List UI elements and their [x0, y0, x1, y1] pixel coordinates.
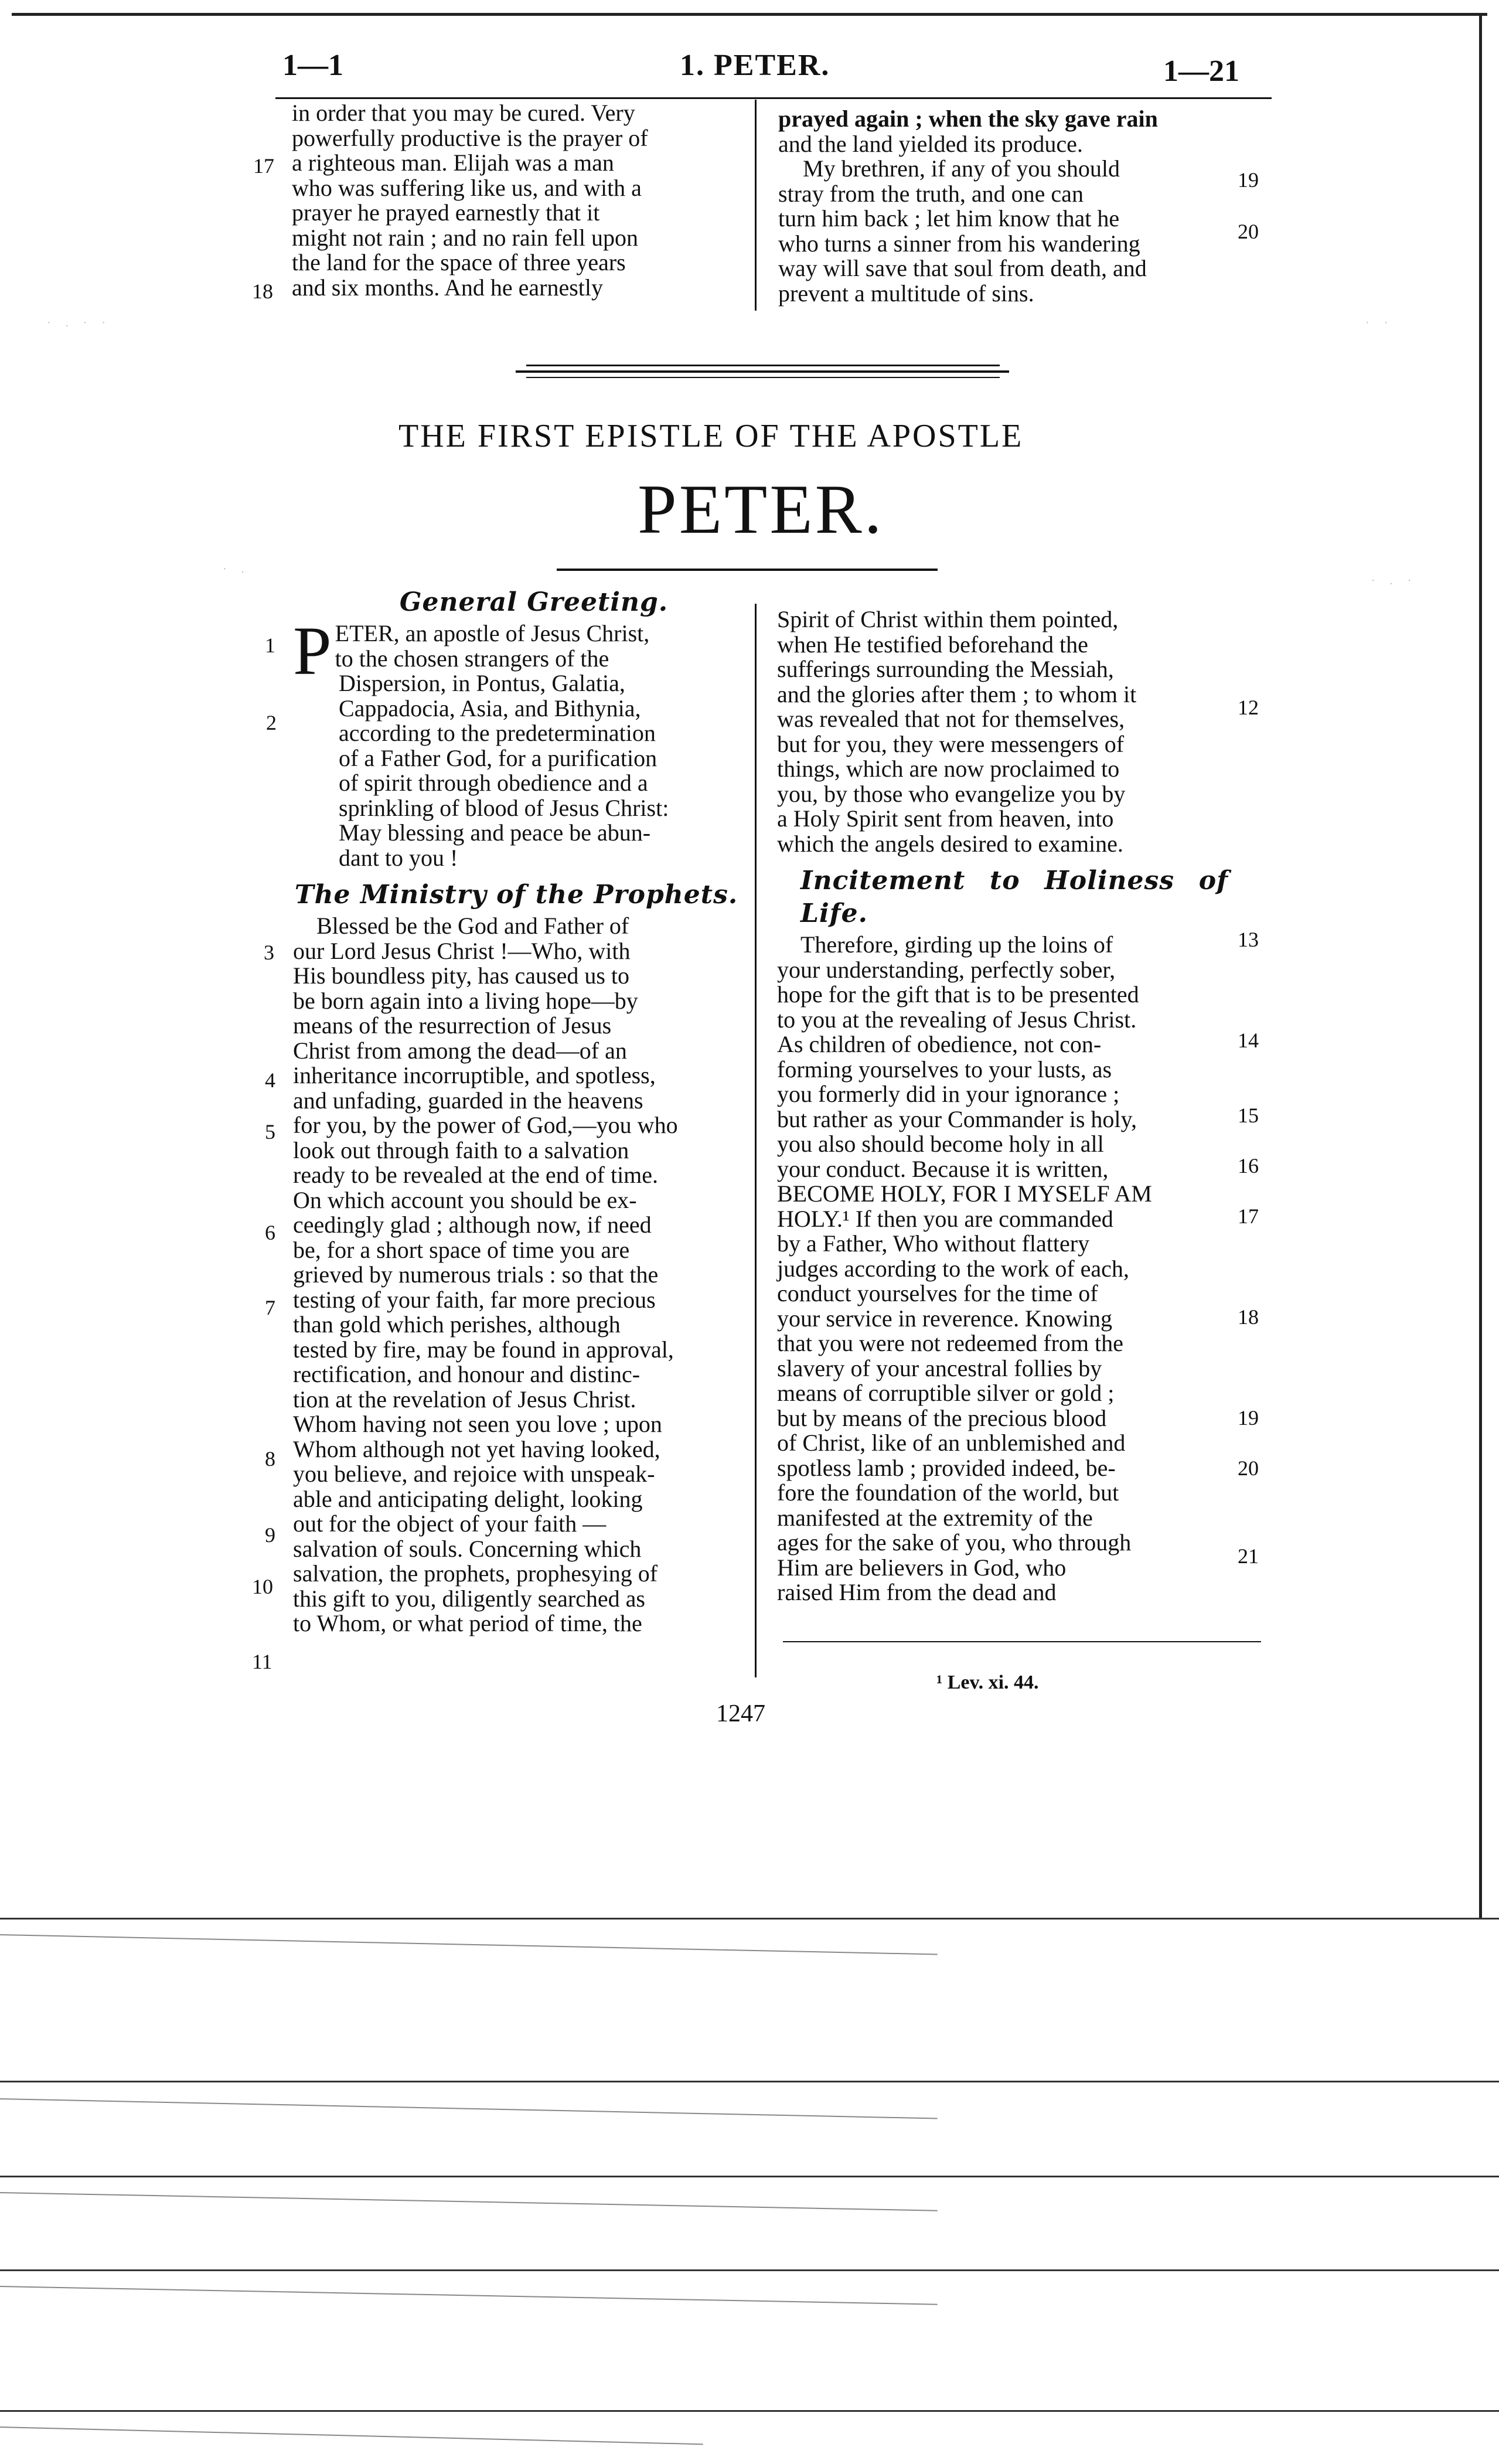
text-line: a Holy Spirit sent from heaven, into — [777, 805, 1114, 832]
text-line: but by means of the precious blood — [777, 1404, 1107, 1431]
text-line: to Whom, or what period of time, the — [293, 1610, 642, 1636]
verse-number: 10 — [252, 1575, 273, 1598]
text-line: Him are believers in God, who — [777, 1554, 1067, 1581]
text-line: of Christ, like of an unblemished and — [777, 1430, 1126, 1456]
verse-number: 21 — [1238, 1544, 1259, 1568]
text-line: Blessed be the God and Father of — [316, 913, 629, 939]
text-line: things, which are now proclaimed to — [777, 755, 1120, 782]
verse-number: 4 — [265, 1068, 275, 1092]
verse-number: 2 — [266, 711, 277, 734]
top-right-column — [778, 107, 1229, 306]
text-line: and the land yielded its produce. — [778, 130, 1083, 157]
verse-number: 9 — [265, 1523, 275, 1547]
text-line: salvation, the prophets, prophesying of — [293, 1560, 658, 1587]
text-line: by a Father, Who without flattery — [777, 1230, 1090, 1257]
text-line: prayer he prayed earnestly that it — [292, 199, 600, 226]
text-line: and unfading, guarded in the heavens — [293, 1087, 643, 1114]
text-line: tion at the revelation of Jesus Christ. — [293, 1386, 636, 1413]
text-line: out for the object of your faith — — [293, 1510, 607, 1537]
text-line: forming yourselves to your lusts, as — [777, 1056, 1112, 1083]
text-line: Whom having not seen you love ; upon — [293, 1411, 662, 1437]
bleed-through-rule — [0, 1918, 1499, 1920]
text-line: ages for the sake of you, who through — [777, 1529, 1132, 1556]
bleed-through-rule — [0, 2410, 1499, 2412]
scan-speckle: · . · — [1371, 574, 1418, 587]
verse-number: 18 — [1238, 1305, 1259, 1329]
text-line: you, by those who evangelize you by — [777, 780, 1126, 807]
verse-number: 17 — [253, 154, 274, 178]
text-line: and six months. And he earnestly — [292, 274, 604, 301]
text-line: As children of obedience, not con- — [777, 1031, 1102, 1057]
text-line: than gold which perishes, although — [293, 1311, 621, 1337]
text-line: hope for the gift that is to be presented — [777, 981, 1139, 1008]
running-head-right: 1—21 — [1163, 55, 1239, 88]
text-line: the land for the space of three years — [292, 249, 626, 275]
footnote: ¹ Lev. xi. 44. — [936, 1672, 1039, 1693]
verse-number: 20 — [1238, 220, 1259, 243]
text-line: powerfully productive is the prayer of — [292, 124, 648, 151]
right-main-column — [777, 607, 1228, 1605]
text-line: raised Him from the dead and — [777, 1579, 1057, 1605]
prophets-paragraph — [293, 914, 740, 1636]
text-line: Spirit of Christ within them pointed, — [777, 606, 1119, 632]
main-column-divider — [755, 604, 757, 1677]
greeting-paragraph — [293, 612, 740, 871]
text-line: that you were not redeemed from the — [777, 1330, 1123, 1356]
spirit-of-christ-paragraph — [777, 607, 1228, 856]
text-line: able and anticipating delight, looking — [293, 1485, 643, 1512]
text-line: who turns a sinner from his wandering — [778, 230, 1140, 257]
verse-number: 14 — [1238, 1029, 1259, 1052]
section-heading-incitement-to-holiness: Incitement to Holiness of Life. — [800, 866, 1228, 928]
text-line: prayed again ; when the sky gave rain — [778, 105, 1158, 132]
verse-number: 16 — [1238, 1154, 1259, 1177]
text-line: your conduct. Because it is written, — [777, 1155, 1109, 1182]
section-heading-general-greeting: General Greeting. — [399, 587, 669, 617]
bleed-through-rule — [0, 2176, 1499, 2177]
verse-number: 19 — [1238, 1406, 1259, 1430]
text-line: for you, by the power of God,—you who — [293, 1112, 678, 1138]
text-line: Therefore, girding up the loins of — [800, 931, 1113, 958]
text-line: be born again into a living hope—by — [293, 987, 638, 1014]
text-line: when He testified beforehand the — [777, 631, 1088, 658]
verse-number: 15 — [1238, 1104, 1259, 1127]
text-line: On which account you should be ex- — [293, 1186, 637, 1213]
text-line: grieved by numerous trials : so that the — [293, 1261, 659, 1288]
title-ornament-rule — [516, 370, 1009, 373]
text-line: which the angels desired to examine. — [777, 830, 1123, 857]
text-line: judges according to the work of each, — [777, 1255, 1129, 1282]
verse-number: 7 — [265, 1296, 275, 1319]
text-line: way will save that soul from death, and — [778, 255, 1147, 281]
header-rule — [275, 97, 1272, 99]
text-line: was revealed that not for themselves, — [777, 706, 1125, 732]
section-heading-ministry-of-prophets: The Ministry of the Prophets. — [294, 880, 738, 910]
text-line: inheritance incorruptible, and spotless, — [293, 1062, 656, 1088]
text-line: a righteous man. Elijah was a man — [292, 149, 614, 176]
verse-number: 13 — [1238, 928, 1259, 951]
text-line: rectification, and honour and distinc- — [293, 1361, 641, 1387]
text-line: fore the foundation of the world, but — [777, 1479, 1119, 1506]
text-line: means of the resurrection of Jesus — [293, 1012, 612, 1039]
text-line: according to the predetermination — [339, 720, 656, 746]
text-line: ready to be revealed at the end of time. — [293, 1162, 659, 1188]
top-left-column — [292, 101, 738, 300]
bleed-through-rule — [0, 2269, 1499, 2271]
bleed-through-rule — [0, 2286, 938, 2305]
drop-cap: P — [293, 612, 332, 689]
text-line: sprinkling of blood of Jesus Christ: — [339, 794, 669, 821]
text-line: you formerly did in your ignorance ; — [777, 1081, 1120, 1107]
title-underline — [557, 569, 938, 571]
scan-speckle: · . · · — [47, 316, 111, 329]
text-line: but rather as your Commander is holy, — [777, 1105, 1137, 1132]
text-line: be, for a short space of time you are — [293, 1236, 630, 1263]
text-line: this gift to you, diligently searched as — [293, 1585, 645, 1612]
text-line: Whom although not yet having looked, — [293, 1435, 660, 1462]
text-line: your understanding, perfectly sober, — [777, 956, 1116, 983]
text-line: to the chosen strangers of the — [335, 645, 609, 672]
text-line: ceedingly glad ; although now, if need — [293, 1211, 652, 1238]
text-line: means of corruptible silver or gold ; — [777, 1380, 1115, 1406]
verse-number: 12 — [1238, 696, 1259, 719]
text-line: dant to you ! — [339, 844, 458, 871]
holiness-paragraph — [777, 932, 1228, 1605]
text-line: Cappadocia, Asia, and Bithynia, — [339, 695, 641, 721]
text-line: of spirit through obedience and a — [339, 770, 648, 796]
text-line: in order that you may be cured. Very — [292, 100, 635, 126]
text-line: tested by fire, may be found in approval, — [293, 1336, 674, 1363]
footnote-rule — [783, 1641, 1261, 1642]
title-ornament-rule — [526, 377, 1000, 378]
text-line: HOLY.¹ If then you are commanded — [777, 1205, 1113, 1232]
title-ornament-rule — [526, 365, 1000, 366]
text-line: might not rain ; and no rain fell upon — [292, 224, 638, 251]
text-line: salvation of souls. Concerning which — [293, 1535, 642, 1562]
bleed-through-rule — [0, 2098, 938, 2119]
text-line: Christ from among the dead—of an — [293, 1037, 627, 1064]
text-line: ETER, an apostle of Jesus Christ, — [335, 620, 650, 646]
verse-number: 8 — [265, 1447, 275, 1471]
text-line: your service in reverence. Knowing — [777, 1305, 1112, 1332]
text-line: BECOME HOLY, FOR I MYSELF AM — [777, 1180, 1152, 1207]
text-line: Dispersion, in Pontus, Galatia, — [339, 670, 625, 696]
text-line: our Lord Jesus Christ !—Who, with — [293, 937, 631, 964]
text-line: and the glories after them ; to whom it — [777, 680, 1137, 707]
column-divider — [755, 100, 757, 311]
text-line: manifested at the extremity of the — [777, 1504, 1093, 1531]
text-line: prevent a multitude of sins. — [778, 280, 1034, 307]
epistle-title-line: THE FIRST EPISTLE OF THE APOSTLE — [398, 418, 1024, 454]
text-line: My brethren, if any of you should — [803, 155, 1120, 182]
left-main-column — [293, 586, 740, 1636]
bleed-through-rule — [0, 2081, 1499, 2082]
verse-number: 11 — [252, 1650, 272, 1673]
text-line: look out through faith to a salvation — [293, 1136, 629, 1163]
text-line: of a Father God, for a purification — [339, 744, 657, 771]
text-line: sufferings surrounding the Messiah, — [777, 656, 1114, 682]
text-line: stray from the truth, and one can — [778, 180, 1084, 207]
page-border-top — [12, 13, 1487, 16]
text-line: conduct yourselves for the time of — [777, 1280, 1098, 1306]
text-line: turn him back ; let him know that he — [778, 205, 1120, 232]
text-line: May blessing and peace be abun- — [339, 819, 651, 846]
text-line: His boundless pity, has caused us to — [293, 962, 630, 989]
bleed-through-rule — [0, 2192, 938, 2211]
page-border-right — [1479, 13, 1482, 1918]
bleed-through-rule — [0, 2426, 703, 2445]
bleed-through-rule — [0, 1934, 938, 1955]
text-line: but for you, they were messengers of — [777, 730, 1125, 757]
text-line: testing of your faith, far more precious — [293, 1286, 656, 1313]
scan-speckle: · . — [223, 563, 250, 576]
page-number: 1247 — [716, 1700, 765, 1727]
running-head-left: 1—1 — [282, 49, 343, 82]
text-line: who was suffering like us, and with a — [292, 174, 642, 201]
verse-number: 19 — [1238, 168, 1259, 192]
verse-number: 3 — [264, 941, 274, 964]
text-line: to you at the revealing of Jesus Christ. — [777, 1006, 1137, 1033]
text-line: spotless lamb ; provided indeed, be- — [777, 1454, 1116, 1481]
verse-number: 20 — [1238, 1456, 1259, 1480]
verse-number: 17 — [1238, 1204, 1259, 1228]
epistle-title: PETER. — [638, 470, 884, 548]
text-line: slavery of your ancestral follies by — [777, 1354, 1102, 1381]
scan-speckle: · · — [1365, 316, 1394, 329]
text-line: you believe, and rejoice with unspeak- — [293, 1461, 655, 1487]
verse-number: 1 — [265, 634, 275, 657]
verse-number: 6 — [265, 1221, 275, 1244]
running-head-title: 1. PETER. — [680, 49, 830, 82]
verse-number: 18 — [252, 280, 273, 303]
verse-number: 5 — [265, 1120, 275, 1143]
text-line: you also should become holy in all — [777, 1131, 1104, 1157]
